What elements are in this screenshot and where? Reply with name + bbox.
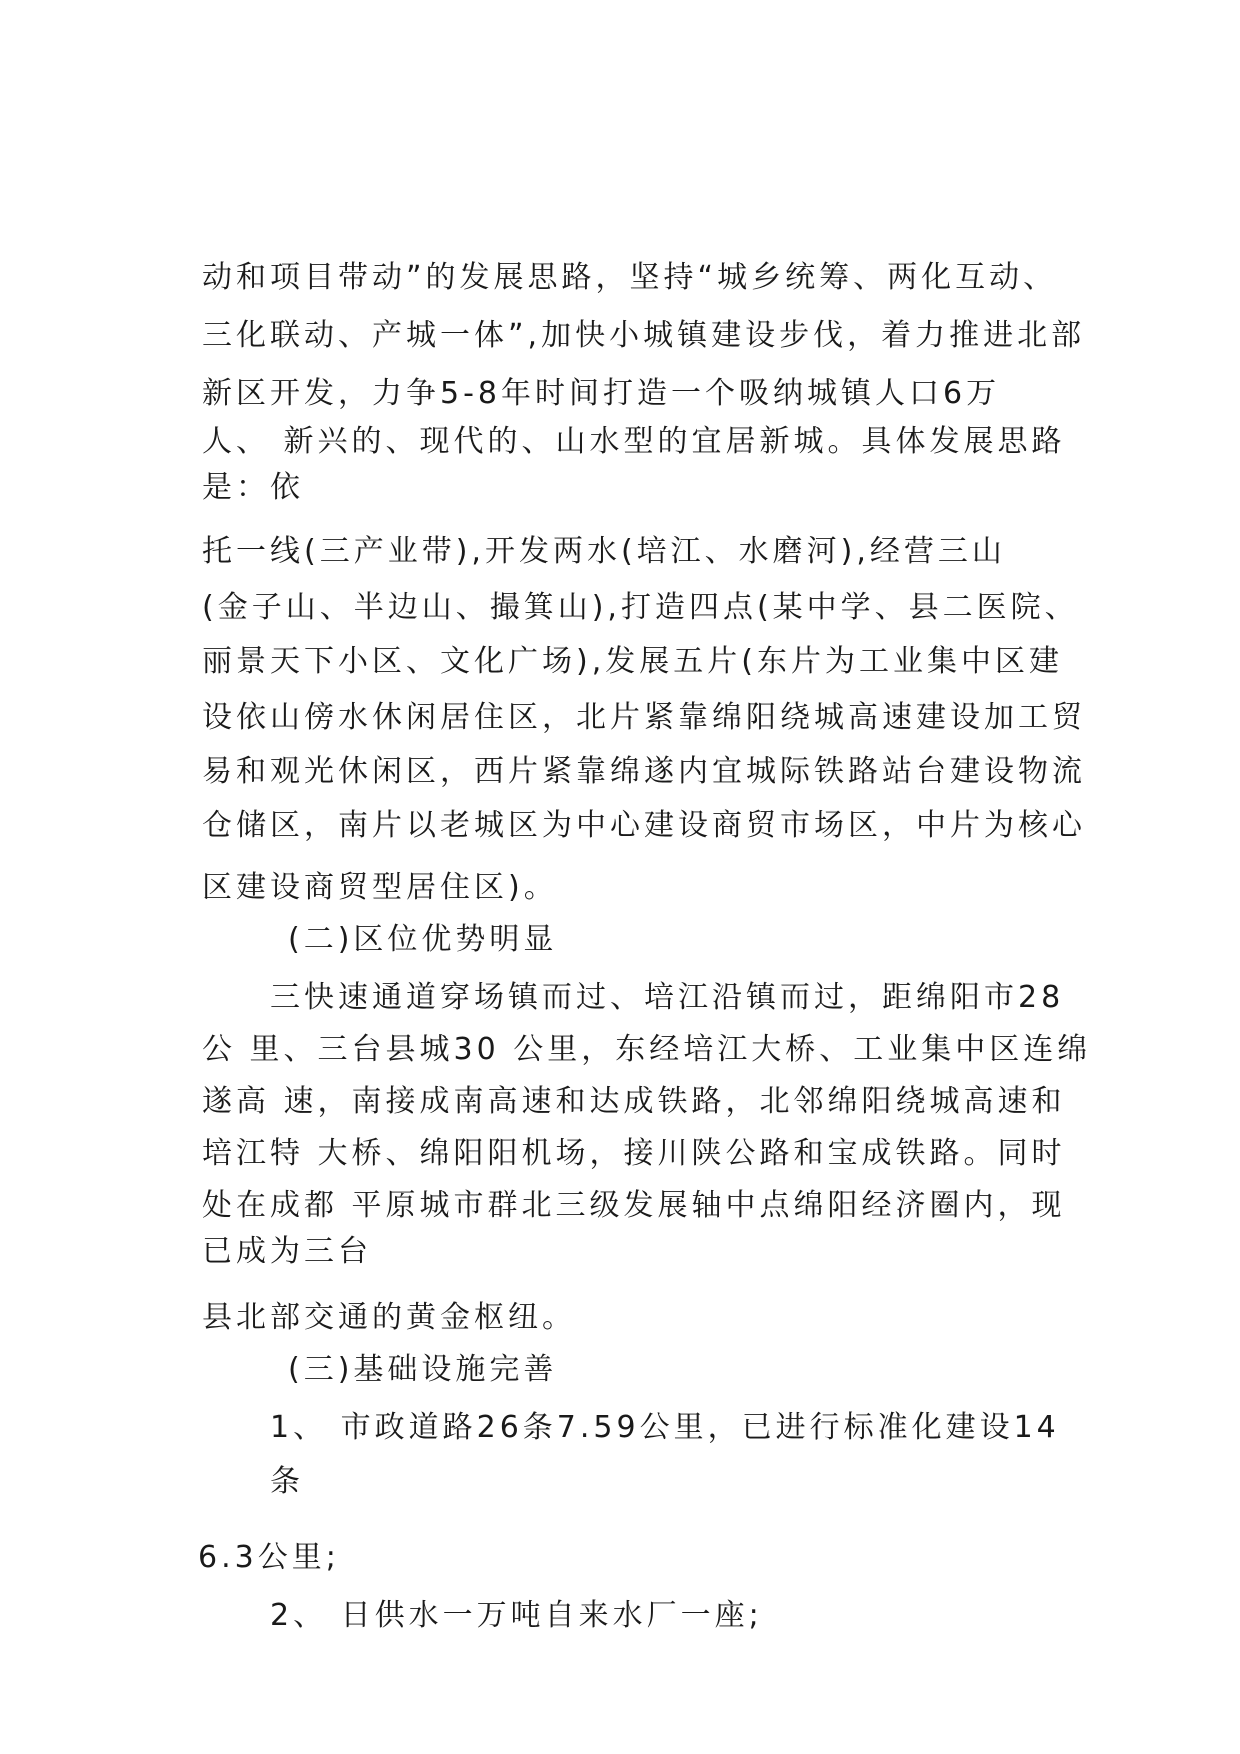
text-line: 县北部交通的黄金枢纽。	[202, 1300, 576, 1335]
section-heading: (二)区位优势明显	[288, 922, 558, 957]
text-line: 新区开发，力争5-8年时间打造一个吸纳城镇人口6万	[202, 376, 1001, 411]
text-line: 丽景天下小区、文化广场),发展五片(东片为工业集中区建	[202, 644, 1063, 679]
section-heading: (三)基础设施完善	[288, 1352, 558, 1387]
text-line: (金子山、半边山、撮箕山),打造四点(某中学、县二医院、	[202, 590, 1079, 625]
text-line: 人、 新兴的、现代的、山水型的宜居新城。具体发展思路	[202, 424, 1066, 459]
text-line: 三快速通道穿场镇而过、培江沿镇而过，距绵阳市28	[270, 980, 1065, 1015]
text-line: 6.3公里;	[198, 1540, 340, 1575]
text-line: 是：依	[202, 470, 304, 505]
text-line: 动和项目带动”的发展思路，坚持“城乡统筹、两化互动、	[202, 260, 1058, 295]
text-line: 三化联动、产城一体”,加快小城镇建设步伐，着力推进北部	[202, 318, 1086, 353]
list-item: 2、 日供水一万吨自来水厂一座;	[270, 1598, 763, 1633]
text-line: 培江特 大桥、绵阳阳机场，接川陕公路和宝成铁路。同时	[202, 1136, 1066, 1171]
text-line: 托一线(三产业带),开发两水(培江、水磨河),经营三山	[202, 534, 1006, 569]
text-line: 公 里、三台县城30 公里，东经培江大桥、工业集中区连绵	[202, 1032, 1092, 1067]
text-line: 条	[270, 1464, 304, 1499]
text-line: 仓储区，南片以老城区为中心建设商贸市场区，中片为核心	[202, 808, 1086, 843]
text-line: 设依山傍水休闲居住区，北片紧靠绵阳绕城高速建设加工贸	[202, 700, 1086, 735]
list-item: 1、 市政道路26条7.59公里，已进行标准化建设14	[270, 1410, 1060, 1445]
text-line: 易和观光休闲区，西片紧靠绵遂内宜城际铁路站台建设物流	[202, 754, 1086, 789]
text-line: 处在成都 平原城市群北三级发展轴中点绵阳经济圈内，现	[202, 1188, 1066, 1223]
text-line: 区建设商贸型居住区)。	[202, 870, 558, 905]
text-line: 遂高 速，南接成南高速和达成铁路，北邻绵阳绕城高速和	[202, 1084, 1066, 1119]
text-line: 已成为三台	[202, 1234, 372, 1269]
